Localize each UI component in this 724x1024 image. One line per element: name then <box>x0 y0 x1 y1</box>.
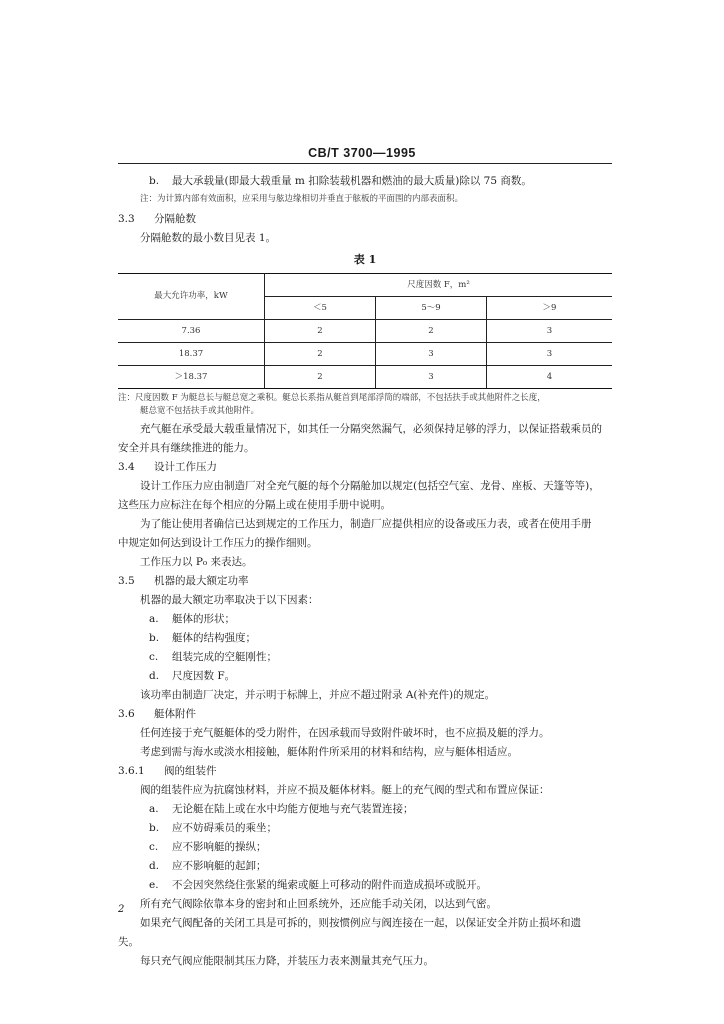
section-3-5-closing: 该功率由制造厂决定，并示明于标牌上，并应不超过附录 A(补充件)的规定。 <box>140 689 496 701</box>
section-3-6-1-p-tools-line-1: 如果充气阀配备的关闭工具是可拆的，则按惯例应与阀连接在一起，以保证安全并防止损坏和遗 <box>140 917 581 929</box>
section-number: 3.3 <box>118 213 135 225</box>
list-item <box>118 819 612 838</box>
section-title: 设计工作压力 <box>154 461 217 473</box>
table-cell: 3 <box>487 343 613 366</box>
table-row <box>118 366 612 389</box>
section-number: 3.5 <box>118 575 135 587</box>
section-3-6-1-p-all: 所有充气阀除依靠本身的密封和止回系统外，还应能手动关闭，以达到气密。 <box>140 898 497 910</box>
section-3-6-1-heading <box>118 762 612 781</box>
table-title: 表 1 <box>353 253 377 266</box>
section-3-4-p2-line-1: 为了能让使用者确信已达到规定的工作压力，制造厂应提供相应的设备或压力表，或者在使用手册 <box>140 518 592 530</box>
list-item <box>118 629 612 648</box>
table-cell: 2 <box>376 320 487 343</box>
item-text: 应不妨碍乘员的乘坐； <box>172 822 277 834</box>
section-3-4-heading <box>118 458 612 477</box>
para-after-table-line-1: 充气艇在承受最大载重量情况下，如其任一分隔突然漏气，必须保持足够的浮力，以保证搭载乘员的 <box>140 423 602 435</box>
item-mark: e. <box>149 879 159 891</box>
section-3-6-1-p-tools-line-2: 失。 <box>118 936 139 948</box>
table-cell: 3 <box>487 320 613 343</box>
page-number: 2 <box>118 904 125 915</box>
section-3-3-heading <box>118 210 612 229</box>
table-header-row <box>118 274 612 297</box>
item-text: 应不影响艇的操纵； <box>172 841 267 853</box>
item-mark: a. <box>149 803 159 815</box>
list-item <box>118 857 612 876</box>
item-mark: c. <box>149 651 159 663</box>
page-header: CB/T 3700—1995 <box>308 146 416 160</box>
table-row-label: 7.36 <box>118 320 265 343</box>
page-body <box>118 172 612 971</box>
section-title: 机器的最大额定功率 <box>154 575 249 587</box>
table-col-header: 5～9 <box>376 297 487 320</box>
section-3-6-heading <box>118 705 612 724</box>
table-row-label: 18.37 <box>118 343 265 366</box>
table-cell: 3 <box>376 343 487 366</box>
table-row <box>118 343 612 366</box>
section-3-6-1-intro: 阀的组装件应为抗腐蚀材料，并应不损及艇体材料。艇上的充气阀的型式和布置应保证： <box>140 784 550 796</box>
item-mark: a. <box>149 613 159 625</box>
table-cell: 4 <box>487 366 613 389</box>
section-title: 分隔舱数 <box>154 213 196 225</box>
list-item <box>118 648 612 667</box>
list-item <box>118 610 612 629</box>
section-3-4-p2-line-2: 中规定如何达到设计工作压力的操作细则。 <box>118 537 318 549</box>
list-item <box>118 838 612 857</box>
section-number: 3.6 <box>118 708 135 720</box>
list-item <box>118 800 612 819</box>
item-mark: b. <box>149 175 160 187</box>
table-cell: 2 <box>265 343 376 366</box>
list-item <box>118 876 612 895</box>
table-note-line-2: 艇总宽不包括扶手或其他附件。 <box>140 406 260 416</box>
section-3-6-p2: 考虑到需与海水或淡水相接触，艇体附件所采用的材料和结构，应与艇体相适应。 <box>140 746 518 758</box>
table-row-header: 最大允许功率，kW <box>118 274 265 320</box>
item-mark: b. <box>149 632 160 644</box>
section-title: 艇体附件 <box>154 708 196 720</box>
section-3-4-p1-line-1: 设计工作压力应由制造厂对全充气艇的每个分隔舱加以规定(包括空气室、龙骨、座板、天篷等等)， <box>140 480 600 492</box>
item-text: 尺度因数 F。 <box>172 670 236 682</box>
table-row-label: ＞18.37 <box>118 366 265 389</box>
item-text: 组装完成的空艇刚性； <box>172 651 277 663</box>
section-number: 3.6.1 <box>118 765 145 777</box>
table-cell: 3 <box>376 366 487 389</box>
section-3-6-p1: 任何连接于充气艇艇体的受力附件，在因承载而导致附件破坏时，也不应损及艇的浮力。 <box>140 727 550 739</box>
item-mark: c. <box>149 841 159 853</box>
table-col-group-header: 尺度因数 F，m² <box>265 274 613 297</box>
item-text: 应不影响艇的起卸； <box>172 860 267 872</box>
section-3-3-intro: 分隔舱数的最小数目见表 1。 <box>140 232 277 244</box>
header-rule <box>118 163 612 164</box>
item-mark: d. <box>149 670 160 682</box>
table-1 <box>118 273 612 389</box>
item-text: 最大承载量(即最大载重量 m 扣除装载机器和燃油的最大质量)除以 75 商数。 <box>172 175 532 187</box>
list-item-b <box>118 172 612 191</box>
item-text: 不会因突然绕住张紧的绳索或艇上可移动的附件而造成损坏或脱开。 <box>172 879 487 891</box>
section-number: 3.4 <box>118 461 135 473</box>
section-3-5-intro: 机器的最大额定功率取决于以下因素： <box>140 594 319 606</box>
table-cell: 2 <box>265 320 376 343</box>
item-mark: b. <box>149 822 160 834</box>
table-row <box>118 320 612 343</box>
section-3-5-heading <box>118 572 612 591</box>
item-mark: d. <box>149 860 160 872</box>
note-b: 注：为计算内部有效面积，应采用与舷边缘相切并垂直于舷板的平面围的内部表面积。 <box>140 194 464 204</box>
table-col-header: ＞9 <box>487 297 613 320</box>
table-note-line-1: 注：尺度因数 F 为艇总长与艇总宽之乘积。艇总长系指从艇首到尾部浮筒的端部，不包括扶手或其他附件之长度， <box>118 393 546 403</box>
item-text: 艇体的形状； <box>172 613 235 625</box>
section-3-6-1-p-gauge: 每只充气阀应能限制其压力降，并装压力表来测量其充气压力。 <box>140 955 434 967</box>
table-col-header: ＜5 <box>265 297 376 320</box>
section-3-4-p3: 工作压力以 P₀ 来表达。 <box>140 556 253 568</box>
item-text: 艇体的结构强度； <box>172 632 256 644</box>
para-after-table-line-2: 安全并具有继续推进的能力。 <box>118 442 255 454</box>
section-title: 阀的组装件 <box>164 765 217 777</box>
item-text: 无论艇在陆上或在水中均能方便地与充气装置连接； <box>172 803 414 815</box>
list-item <box>118 667 612 686</box>
table-cell: 2 <box>265 366 376 389</box>
section-3-4-p1-line-2: 这些压力应标注在每个相应的分隔上或在使用手册中说明。 <box>118 499 391 511</box>
